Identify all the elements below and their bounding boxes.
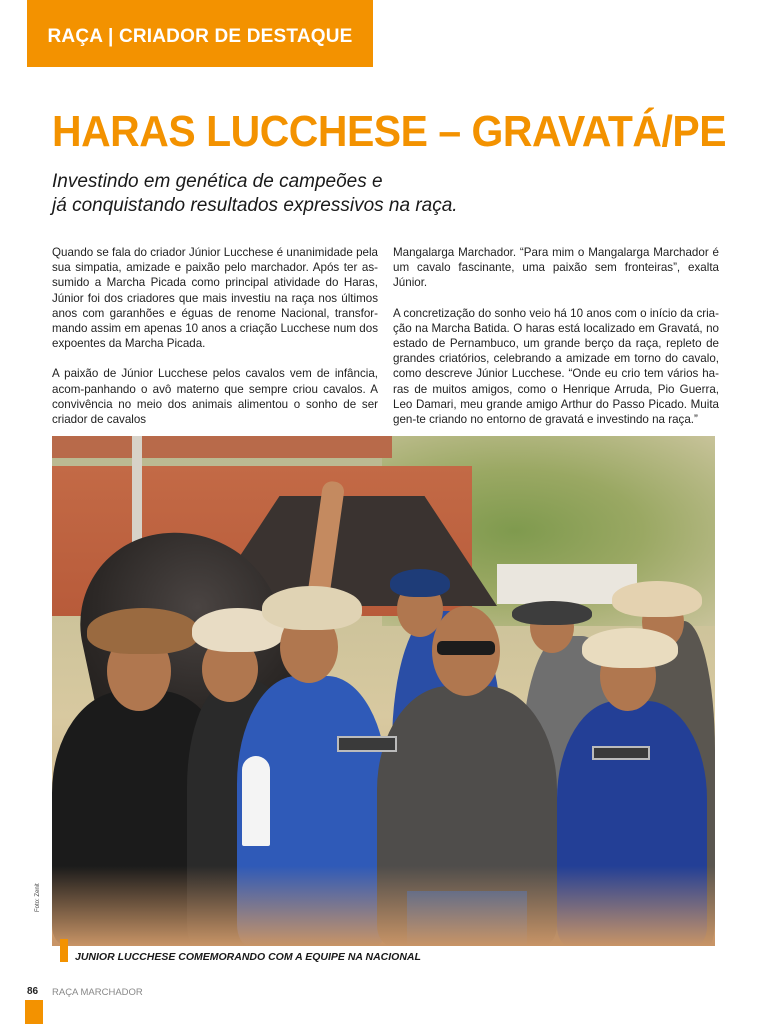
section-tag-label: RAÇA | CRIADOR DE DESTAQUE [47,25,353,47]
body-column-left [52,245,378,442]
hat-figure [262,586,362,630]
photo-caption: JUNIOR LUCCHESE COMEMORANDO COM A EQUIPE NA NACIONAL [75,951,421,963]
photo-ground [52,866,715,946]
body-column-right [393,245,719,442]
magazine-name: RAÇA MARCHADOR [52,987,143,998]
award-ribbon [242,756,270,846]
paragraph: Quando se fala do criador Júnior Lucchese é unanimidade pela sua simpatia, amizade e paixão pelo marchador. Após ter as-sumido a Marcha Picada como principal atividade do Haras, Júnior foi dos criadores que mais investiu na raça nos últimos anos com garanhões e éguas de renome Nacional, transfor-mando assim em apenas 10 anos a criação Lucchese num dos expoentes da Marcha Picada. [52,246,378,351]
photo-roof-top [52,436,392,458]
hat-figure [87,608,199,654]
caption-accent-bar [60,939,68,962]
sunglasses [437,641,495,655]
footer-accent-bar [25,1000,43,1024]
hat-figure [582,628,678,668]
paragraph: A concretização do sonho veio há 10 anos com o início da cria-ção na Marcha Batida. O haras está localizado em Gravatá, no estado de Pernambuco, um grande berço da raça, repleto de grandes criatórios, celebrando a amizade em torno do cavalo, como descreve Júnior Lucchese. “Onde eu crio tem vários ha-ras de muitos amigos, como o Henrique Arruda, Pio Guerra, Leo Damari, meu grande amigo Arthur do Passo Picado. Muita gen-te criando no entorno de gravatá e investindo na raça.” [393,306,719,427]
page-number: 86 [27,986,39,997]
article-headline: HARAS LUCCHESE – GRAVATÁ/PE [52,107,727,156]
cap-figure [512,601,592,625]
subhead-line-1: Investindo em genética de campeões e [52,171,383,192]
subhead-line-2: já conquistando resultados expressivos na raça. [52,195,458,216]
paragraph: Mangalarga Marchador. “Para mim o Mangalarga Marchador é um cavalo fascinante, uma paixão sem fronteiras”, exalta Júnior. [393,246,719,290]
trophy [337,736,397,752]
cap-figure [390,569,450,597]
photo-pole [132,436,142,546]
paragraph: A paixão de Júnior Lucchese pelos cavalos vem de infância, acom-panhando o avô materno que sempre criou cavalos. A convivência no meio dos animais alimentou o sonho de ser criador de cavalos [52,367,378,427]
team-photo [52,436,715,946]
section-tag [27,0,373,67]
photo-credit: Foto: Zenit [35,883,41,912]
hat-figure [612,581,702,617]
article-subhead [52,170,552,218]
trophy [592,746,650,760]
